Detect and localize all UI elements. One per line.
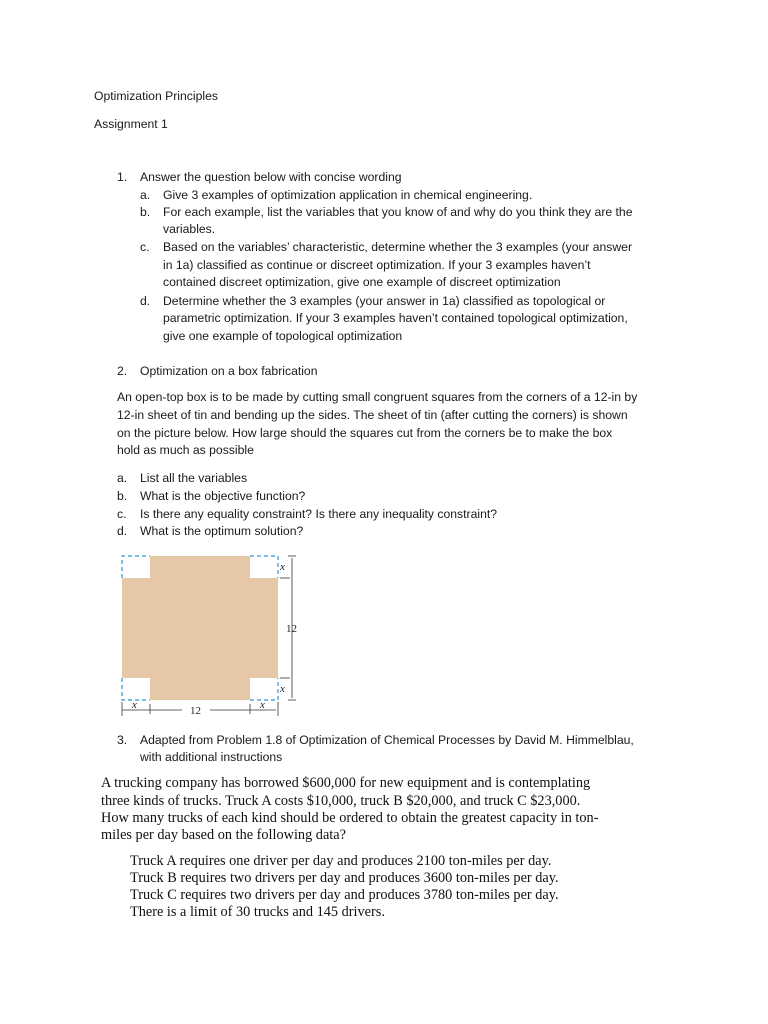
right-12-label: 12 [286, 623, 297, 635]
q3-data-line1: Truck A requires one driver per day and produces 2100 ton-miles per day. [130, 853, 552, 869]
q1-number: 1. [117, 170, 128, 184]
q1-item-b-marker: b. [140, 205, 151, 219]
tin-sheet [122, 556, 278, 700]
q2-item-a-marker: a. [117, 471, 128, 485]
q2-item-d-text: What is the optimum solution? [140, 524, 304, 538]
q1-item-b-line2: variables. [163, 222, 216, 236]
box-sheet-figure [112, 548, 312, 720]
q2-item-c-marker: c. [117, 507, 127, 521]
q3-problem-line3: How many trucks of each kind should be ordered to obtain the greatest capacity in ton- [101, 810, 599, 826]
q2-paragraph-line3: on the picture below. How large should the squares cut from the corners be to make the box [117, 426, 613, 440]
bottom-12-label: 12 [190, 705, 201, 717]
q2-item-c-text: Is there any equality constraint? Is there any inequality constraint? [140, 507, 498, 521]
q2-paragraph-line2: 12-in sheet of tin and bending up the sides. The sheet of tin (after cutting the corners) is shown [117, 408, 628, 422]
q1-item-b-line1: For each example, list the variables that you know of and why do you think they are the [163, 205, 633, 219]
q1-title: Answer the question below with concise wording [140, 170, 402, 184]
q2-item-b-text: What is the objective function? [140, 489, 306, 503]
q2-paragraph-line4: hold as much as possible [117, 443, 254, 457]
q3-data-line3: Truck C requires two drivers per day and produces 3780 ton-miles per day. [130, 887, 559, 903]
q1-item-d-marker: d. [140, 294, 151, 308]
right-x-top-label: x [280, 561, 285, 573]
q3-title-line1: Adapted from Problem 1.8 of Optimization of Chemical Processes by David M. Himmelblau, [140, 733, 634, 747]
right-x-bottom-label: x [280, 683, 285, 695]
q1-item-c-line3: contained discreet optimization, give one example of discreet optimization [163, 275, 561, 289]
course-title: Optimization Principles [94, 89, 218, 103]
q3-data-line4: There is a limit of 30 trucks and 145 drivers. [130, 904, 385, 920]
q2-item-d-marker: d. [117, 524, 128, 538]
q2-item-a-text: List all the variables [140, 471, 248, 485]
q1-item-a-marker: a. [140, 188, 151, 202]
q1-item-a-text: Give 3 examples of optimization application in chemical engineering. [163, 188, 533, 202]
assignment-title: Assignment 1 [94, 117, 168, 131]
box-sheet-diagram [112, 548, 312, 720]
q1-item-d-line3: give one example of topological optimization [163, 329, 403, 343]
bottom-x-right-label: x [260, 699, 265, 711]
q1-item-c-line2: in 1a) classified as continue or discreet optimization. If your 3 examples haven’t [163, 258, 591, 272]
bottom-x-left-label: x [132, 699, 137, 711]
q3-problem-line4: miles per day based on the following data? [101, 827, 346, 843]
q2-item-b-marker: b. [117, 489, 128, 503]
q2-number: 2. [117, 364, 128, 378]
q1-item-c-marker: c. [140, 240, 150, 254]
q1-item-d-line1: Determine whether the 3 examples (your answer in 1a) classified as topological or [163, 294, 606, 308]
q3-problem-line2: three kinds of trucks. Truck A costs $10,000, truck B $20,000, and truck C $23,000. [101, 793, 581, 809]
q2-title: Optimization on a box fabrication [140, 364, 318, 378]
q2-paragraph-line1: An open-top box is to be made by cutting small congruent squares from the corners of a 12-in by [117, 390, 638, 404]
q1-item-c-line1: Based on the variables’ characteristic, determine whether the 3 examples (your answer [163, 240, 632, 254]
q1-item-d-line2: parametric optimization. If your 3 examples haven’t contained topological optimization, [163, 311, 628, 325]
q3-title-line2: with additional instructions [140, 750, 283, 764]
q3-number: 3. [117, 733, 128, 747]
q3-data-line2: Truck B requires two drivers per day and produces 3600 ton-miles per day. [130, 870, 559, 886]
q3-problem-line1: A trucking company has borrowed $600,000 for new equipment and is contemplating [101, 775, 591, 791]
